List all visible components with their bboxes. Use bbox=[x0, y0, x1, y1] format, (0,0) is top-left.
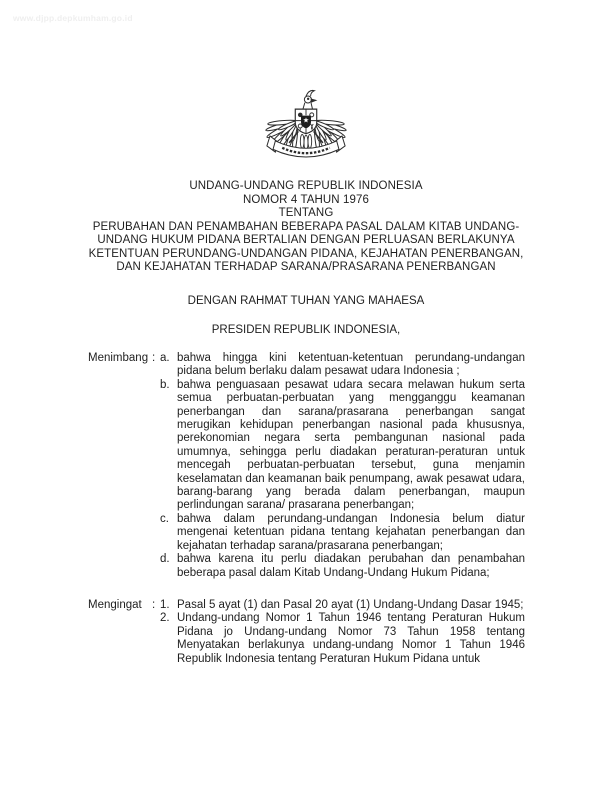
item-text: Pasal 5 ayat (1) dan Pasal 20 ayat (1) Undang-Undang Dasar 1945; bbox=[177, 598, 524, 611]
doc-tentang-line: TENTANG bbox=[278, 207, 334, 219]
item-marker: a. bbox=[160, 352, 170, 364]
item-marker: b. bbox=[160, 378, 170, 391]
doc-subject-line: PERUBAHAN DAN PENAMBAHAN BEBERAPA PASAL DALAM KITAB UNDANG- bbox=[92, 220, 520, 233]
menimbang-label: Menimbang bbox=[88, 352, 149, 364]
menimbang-items bbox=[160, 352, 525, 580]
list-item bbox=[160, 352, 525, 379]
list-item bbox=[160, 599, 525, 612]
item-marker: d. bbox=[160, 553, 170, 566]
doc-title-line: UNDANG-UNDANG REPUBLIK INDONESIA bbox=[189, 180, 423, 192]
item-marker: c. bbox=[160, 512, 169, 525]
doc-subject-line: DAN KEJAHATAN TERHADAP SARANA/PRASARANA PENERBANGAN bbox=[116, 261, 496, 273]
list-item bbox=[160, 553, 525, 580]
item-text: bahwa hingga kini ketentuan-ketentuan perundang-undangan pidana belum berlaku dalam pesawat udara Indonesia ; bbox=[177, 352, 525, 378]
item-text: bahwa penguasaan pesawat udara secara melawan hukum serta semua perbuatan-perbuatan yang mengganggu keamanan penerbangan dan sarana/prasarana penerbangan sangat merugikan kehidupan penerbangan nasional pada khususnya, perekonomian negara serta pembangunan nasional pada umumnya, sehingga perlu diadakan peraturan-peraturan untuk mencegah perbuatan-perbuatan tersebut, guna menjamin keselamatan dan keamanan baik penumpang, awak pesawat udara, barang-barang yang berada dalam penerbangan, maupun perlindungan sarana/ prasarana penerbangan; bbox=[177, 378, 525, 512]
menimbang-section bbox=[88, 352, 525, 580]
preamble bbox=[88, 352, 525, 666]
doc-title-block bbox=[70, 180, 542, 275]
authority-line: PRESIDEN REPUBLIK INDONESIA, bbox=[211, 324, 401, 336]
mengingat-items bbox=[160, 599, 525, 666]
item-text: bahwa dalam perundang-undangan Indonesia belum diatur mengenai ketentuan pidana tentang kejahatan penerbangan dan kejahatan terhadap sarana/prasarana penerbangan; bbox=[177, 512, 525, 552]
list-item bbox=[160, 513, 525, 553]
mengingat-separator: : bbox=[152, 598, 156, 611]
list-item bbox=[160, 379, 525, 513]
watermark-url: www.djpp.depkumham.go.id bbox=[13, 13, 133, 23]
menimbang-separator: : bbox=[152, 352, 156, 364]
doc-subject-line: KETENTUAN PERUNDANG-UNDANGAN PIDANA, KEJAHATAN PENERBANGAN, bbox=[88, 247, 524, 260]
mengingat-label: Mengingat bbox=[88, 598, 142, 611]
item-text: bahwa karena itu perlu diadakan perubahan dan penambahan beberapa pasal dalam Kitab Undang-Undang Hukum Pidana; bbox=[177, 553, 525, 579]
invocation-line: DENGAN RAHMAT TUHAN YANG MAHAESA bbox=[187, 295, 425, 307]
garuda-pancasila-emblem-icon bbox=[260, 76, 352, 166]
item-marker: 2. bbox=[160, 612, 170, 625]
doc-subject-line: UNDANG HUKUM PIDANA BERTALIAN DENGAN PERLUASAN BERLAKUNYA bbox=[97, 234, 515, 246]
doc-number-line: NOMOR 4 TAHUN 1976 bbox=[243, 193, 369, 206]
item-text: Undang-undang Nomor 1 Tahun 1946 tentang Peraturan Hukum Pidana jo Undang-undang Nomor 73 Tahun 1958 tentang Menyatakan berlakunya undang-undang Nomor 1 Tahun 1946 Republik Indonesia tentang Peraturan Hukum Pidana untuk bbox=[177, 612, 525, 665]
list-item bbox=[160, 612, 525, 666]
item-marker: 1. bbox=[160, 598, 170, 611]
mengingat-section bbox=[88, 599, 525, 666]
